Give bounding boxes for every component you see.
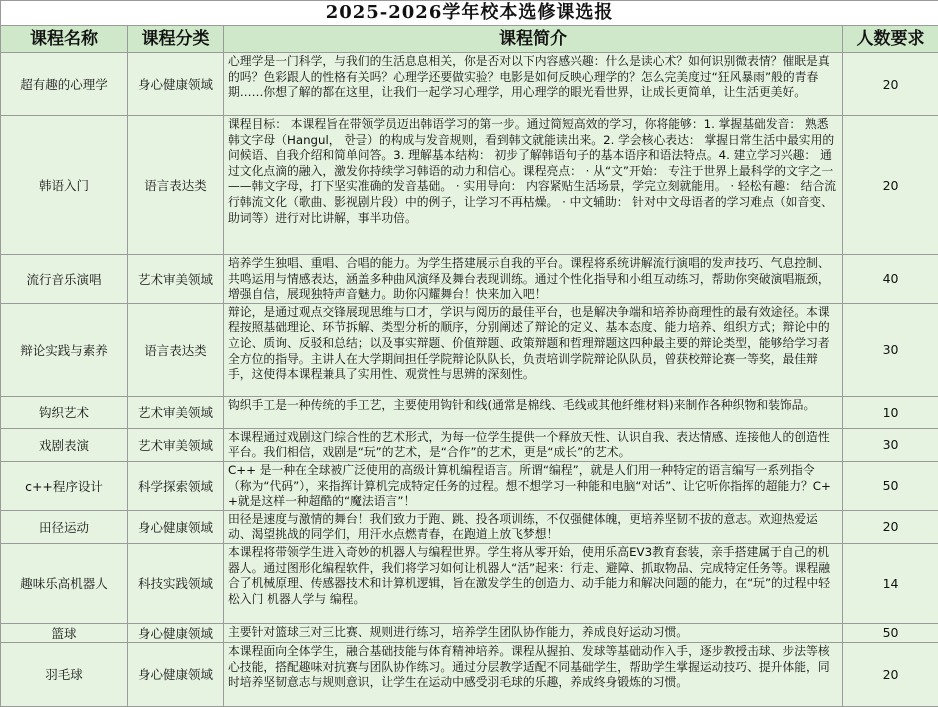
table-row — [1, 116, 938, 255]
course-description: 培养学生独唱、重唱、合唱的能力。为学生搭建展示自我的平台。课程将系统讲解流行演唱的发声技巧、气息控制、共鸣运用与情感表达，涵盖多种曲风演绎及舞台表现训练。通过个性化指导和小组互动练习，帮助你突破演唱瓶颈，增强自信，展现独特声音魅力。助你闪耀舞台！快来加入吧！ — [224, 255, 843, 304]
course-capacity: 30 — [843, 303, 938, 396]
course-rows — [1, 53, 938, 707]
course-name: 钩织艺术 — [1, 396, 128, 428]
course-name: 流行音乐演唱 — [1, 255, 128, 304]
course-name: 韩语入门 — [1, 116, 128, 255]
course-description: 钩织手工是一种传统的手工艺，主要使用钩针和线(通常是棉线、毛线或其他纤维材料)来制作各种织物和装饰品。 — [224, 396, 843, 428]
course-category: 语言表达类 — [128, 303, 224, 396]
course-category: 艺术审美领域 — [128, 396, 224, 428]
course-name: 篮球 — [1, 623, 128, 642]
course-category: 艺术审美领域 — [128, 428, 224, 461]
course-name: 戏剧表演 — [1, 428, 128, 461]
course-description: 心理学是一门科学，与我们的生活息息相关，你是否对以下内容感兴趣：什么是读心术？如何识别微表情？催眠是真的吗？色彩跟人的性格有关吗？心理学还要做实验？电影是如何反映心理学的？怎么完美度过“狂风暴雨”般的青春期……你想了解的都在这里，让我们一起学习心理学，用心理学的眼光看世界，让成长更简单，让生活更美好。 — [224, 53, 843, 116]
course-capacity: 14 — [843, 543, 938, 623]
table-row — [1, 642, 938, 706]
course-category: 科技实践领域 — [128, 543, 224, 623]
course-capacity: 50 — [843, 461, 938, 510]
sheet-title: 2025-2026学年校本选修课选报 — [1, 1, 938, 26]
course-category: 语言表达类 — [128, 116, 224, 255]
course-name: 超有趣的心理学 — [1, 53, 128, 116]
course-capacity: 30 — [843, 428, 938, 461]
course-name: 田径运动 — [1, 510, 128, 543]
course-capacity: 50 — [843, 623, 938, 642]
table-row — [1, 461, 938, 510]
course-capacity: 40 — [843, 255, 938, 304]
course-capacity: 20 — [843, 510, 938, 543]
course-capacity: 10 — [843, 396, 938, 428]
course-category: 科学探索领域 — [128, 461, 224, 510]
course-description: 主要针对篮球三对三比赛、规则进行练习，培养学生团队协作能力，养成良好运动习惯。 — [224, 623, 843, 642]
table-row — [1, 303, 938, 396]
table-row — [1, 510, 938, 543]
course-capacity: 20 — [843, 116, 938, 255]
course-category: 身心健康领域 — [128, 510, 224, 543]
header-course-description: 课程简介 — [224, 26, 843, 53]
course-name: 趣味乐高机器人 — [1, 543, 128, 623]
header-row — [1, 26, 938, 53]
course-description: 本课程面向全体学生，融合基础技能与体育精神培养。课程从握拍、发球等基础动作入手，逐步教授击球、步法等核心技能，搭配趣味对抗赛与团队协作练习。通过分层教学适配不同基础学生，帮助学生掌握运动技巧、提升体能，同时培养坚韧意志与规则意识，让学生在运动中感受羽毛球的乐趣，养成终身锻炼的习惯。 — [224, 642, 843, 706]
course-category: 身心健康领域 — [128, 623, 224, 642]
header-course-name: 课程名称 — [1, 26, 128, 53]
header-capacity: 人数要求 — [843, 26, 938, 53]
course-description: C++ 是一种在全球被广泛使用的高级计算机编程语言。所谓“编程”，就是人们用一种特定的语言编写一系列指令（称为“代码”），来指挥计算机完成特定任务的过程。想不想学习一种能和电脑“对话”、让它听你指挥的超能力？C++就是这样一种超酷的“魔法语言”！ — [224, 461, 843, 510]
course-description: 本课程将带领学生进入奇妙的机器人与编程世界。学生将从零开始，使用乐高EV3教育套装，亲手搭建属于自己的机器人。通过图形化编程软件，我们将学习如何让机器人“活”起来：行走、避障、抓取物品、完成特定任务等。课程融合了机械原理、传感器技术和计算机逻辑，旨在激发学生的创造力、动手能力和解决问题的能力，在“玩”的过程中轻松入门 机器人学与 编程。 — [224, 543, 843, 623]
header-course-category: 课程分类 — [128, 26, 224, 53]
table-row — [1, 543, 938, 623]
course-description: 辩论，是通过观点交锋展现思维与口才，学识与阅历的最佳平台，也是解决争端和培养协商理性的最有效途径。本课程按照基础理论、环节拆解、类型分析的顺序，分别阐述了辩论的定义、基本态度、能力培养、组织方式；辩论中的立论、质询、反驳和总结；以及事实辩题、价值辩题、政策辩题和哲理辩题这四种最主要的辩论类型，能够给学习者全方位的指导。主讲人在大学期间担任学院辩论队队长，负责培训学院辩论队队员，曾获校辩论赛一等奖，最佳辩手，这使得本课程兼具了实用性、观赏性与思辨的深刻性。 — [224, 303, 843, 396]
table-row — [1, 396, 938, 428]
course-name: 羽毛球 — [1, 642, 128, 706]
table-row — [1, 623, 938, 642]
course-capacity: 20 — [843, 642, 938, 706]
course-description: 田径是速度与激情的舞台！我们致力于跑、跳、投各项训练，不仅强健体魄，更培养坚韧不拔的意志。欢迎热爱运动、渴望挑战的同学们，用汗水点燃青春，在跑道上放飞梦想！ — [224, 510, 843, 543]
course-category: 身心健康领域 — [128, 53, 224, 116]
course-capacity: 20 — [843, 53, 938, 116]
table-row — [1, 428, 938, 461]
course-category: 艺术审美领域 — [128, 255, 224, 304]
table-row — [1, 255, 938, 304]
course-name: c++程序设计 — [1, 461, 128, 510]
course-category: 身心健康领域 — [128, 642, 224, 706]
course-name: 辩论实践与素养 — [1, 303, 128, 396]
title-row — [1, 1, 938, 26]
course-description: 课程目标： 本课程旨在带领学员迈出韩语学习的第一步。通过简短高效的学习，你将能够：1. 掌握基础发音： 熟悉韩文字母（Hangul， 한글）的构成与发音规则，看到韩文就能读出来。2. 学会核心表达： 掌握日常生活中最实用的问候语、自我介绍和简单问答。3. 理解基本结构： 初步了解韩语句子的基本语序和语法特点。4. 建立学习兴趣： 通过文化点滴的融入，激发你持续学习韩语的动力和信心。课程亮点： · 从“文”开始： 专注于世界上最科学的文字之一——韩文字母，打下坚实准确的发音基础。 · 实用导向： 内容紧贴生活场景，学完立刻就能用。 · 轻松有趣： 结合流行韩流文化（歌曲、影视剧片段）中的例子，让学习不再枯燥。 · 中文辅助： 针对中文母语者的学习难点（如音变、助词等）进行对比讲解，事半功倍。 — [224, 116, 843, 255]
course-description: 本课程通过戏剧这门综合性的艺术形式，为每一位学生提供一个释放天性、认识自我、表达情感、连接他人的创造性平台。我们相信，戏剧是“玩”的艺术，是“合作”的艺术，更是“成长”的艺术。 — [224, 428, 843, 461]
table-row — [1, 53, 938, 116]
